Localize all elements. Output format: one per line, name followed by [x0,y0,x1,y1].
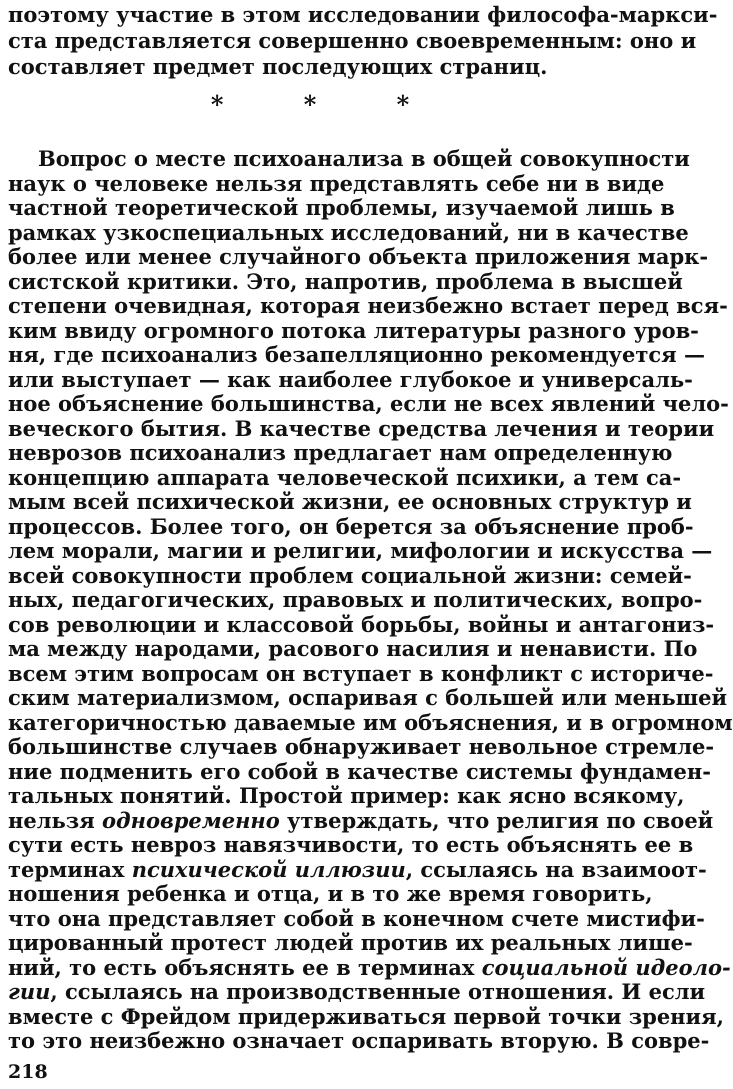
text-line: тальных понятий. Простой пример: как ясно всякому, [8,783,685,808]
text-run: утверждать, что религия по своей [279,808,714,833]
text-line: концепцию аппарата человеческой психики, а тем са- [8,465,682,490]
text-line: ных, педагогических, правовых и политических, вопро- [8,587,703,612]
italic-run: гии [8,979,51,1004]
text-line: поэтому участие в этом исследовании философа-маркси- [8,2,718,27]
text-line: категоричностью даваемые им объяснения, и в огромном [8,710,733,735]
text-line: составляет предмет последующих страниц. [8,54,548,79]
text-line: частной теоретической проблемы, изучаемой лишь в [8,195,675,220]
italic-run: социальной идеоло- [481,955,731,980]
italic-run: одновременно [102,808,280,833]
text-line: мым всей психической жизни, ее основных структур и [8,489,692,514]
text-line [8,808,714,833]
text-run: , ссылаясь на взаимоот- [405,857,707,882]
text-line: ня, где психоанализ безапелляционно рекомендуется — [8,342,705,367]
text-line: всей совокупности проблем социальной жизни: семей- [8,563,692,588]
text-line: цированный протест людей против их реальных лише- [8,930,693,955]
text-line: что она представляет собой в конечном счете мистифи- [8,906,705,931]
text-line: степени очевидная, которая неизбежно встает перед вся- [8,293,728,318]
text-line: лем морали, магии и религии, мифологии и искусства — [8,538,713,563]
text-line: ма между народами, расового насилия и ненависти. По [8,636,698,661]
text-line: процессов. Более того, он берется за объяснение проб- [8,514,694,539]
text-line: большинстве случаев обнаруживает невольное стремле- [8,734,715,759]
text-line: систской критики. Это, напротив, проблема в высшей [8,269,683,294]
text-line: то это неизбежно означает оспаривать вторую. В совре- [8,1028,710,1053]
section-separator: * * * [210,90,446,119]
text-line [8,857,707,882]
text-line: ное объяснение большинства, если не всех явлений чело- [8,391,729,416]
text-line: Вопрос о месте психоанализа в общей совокупности [38,146,690,171]
text-line: сути есть невроз навязчивости, то есть объяснять ее в [8,832,694,857]
text-line: ким ввиду огромного потока литературы разного уров- [8,318,699,343]
text-line: наук о человеке нельзя представлять себе ни в виде [8,171,665,196]
text-line: рамках узкоспециальных исследований, ни в качестве [8,220,689,245]
text-run: ний, то есть объяснять ее в терминах [8,955,482,980]
text-line: ста представляется совершенно своевременным: оно и [8,28,697,53]
text-run: терминах [8,857,132,882]
text-line: ским материализмом, оспаривая с большей или меньшей [8,685,728,710]
italic-run: психической иллюзии [131,857,406,882]
text-run: нельзя [8,808,103,833]
text-line: ние подменить его собой в качестве системы фундамен- [8,759,711,784]
text-line [8,979,706,1004]
text-line: вместе с Фрейдом придерживаться первой точки зрения, [8,1004,724,1029]
text-line [8,955,731,980]
text-line: более или менее случайного объекта приложения марк- [8,244,709,269]
text-run: , ссылаясь на производственные отношения. И если [50,979,706,1004]
text-line: ношения ребенка и отца, и в то же время говорить, [8,881,653,906]
text-line: сов революции и классовой борьбы, войны и антагониз- [8,612,715,637]
page-number: 218 [8,1061,48,1083]
text-line: веческого бытия. В качестве средства лечения и теории [8,416,715,441]
text-line: всем этим вопросам он вступает в конфликт с историче- [8,661,714,686]
text-line: или выступает — как наиболее глубокое и универсаль- [8,367,693,392]
text-line: неврозов психоанализ предлагает нам определенную [8,440,673,465]
